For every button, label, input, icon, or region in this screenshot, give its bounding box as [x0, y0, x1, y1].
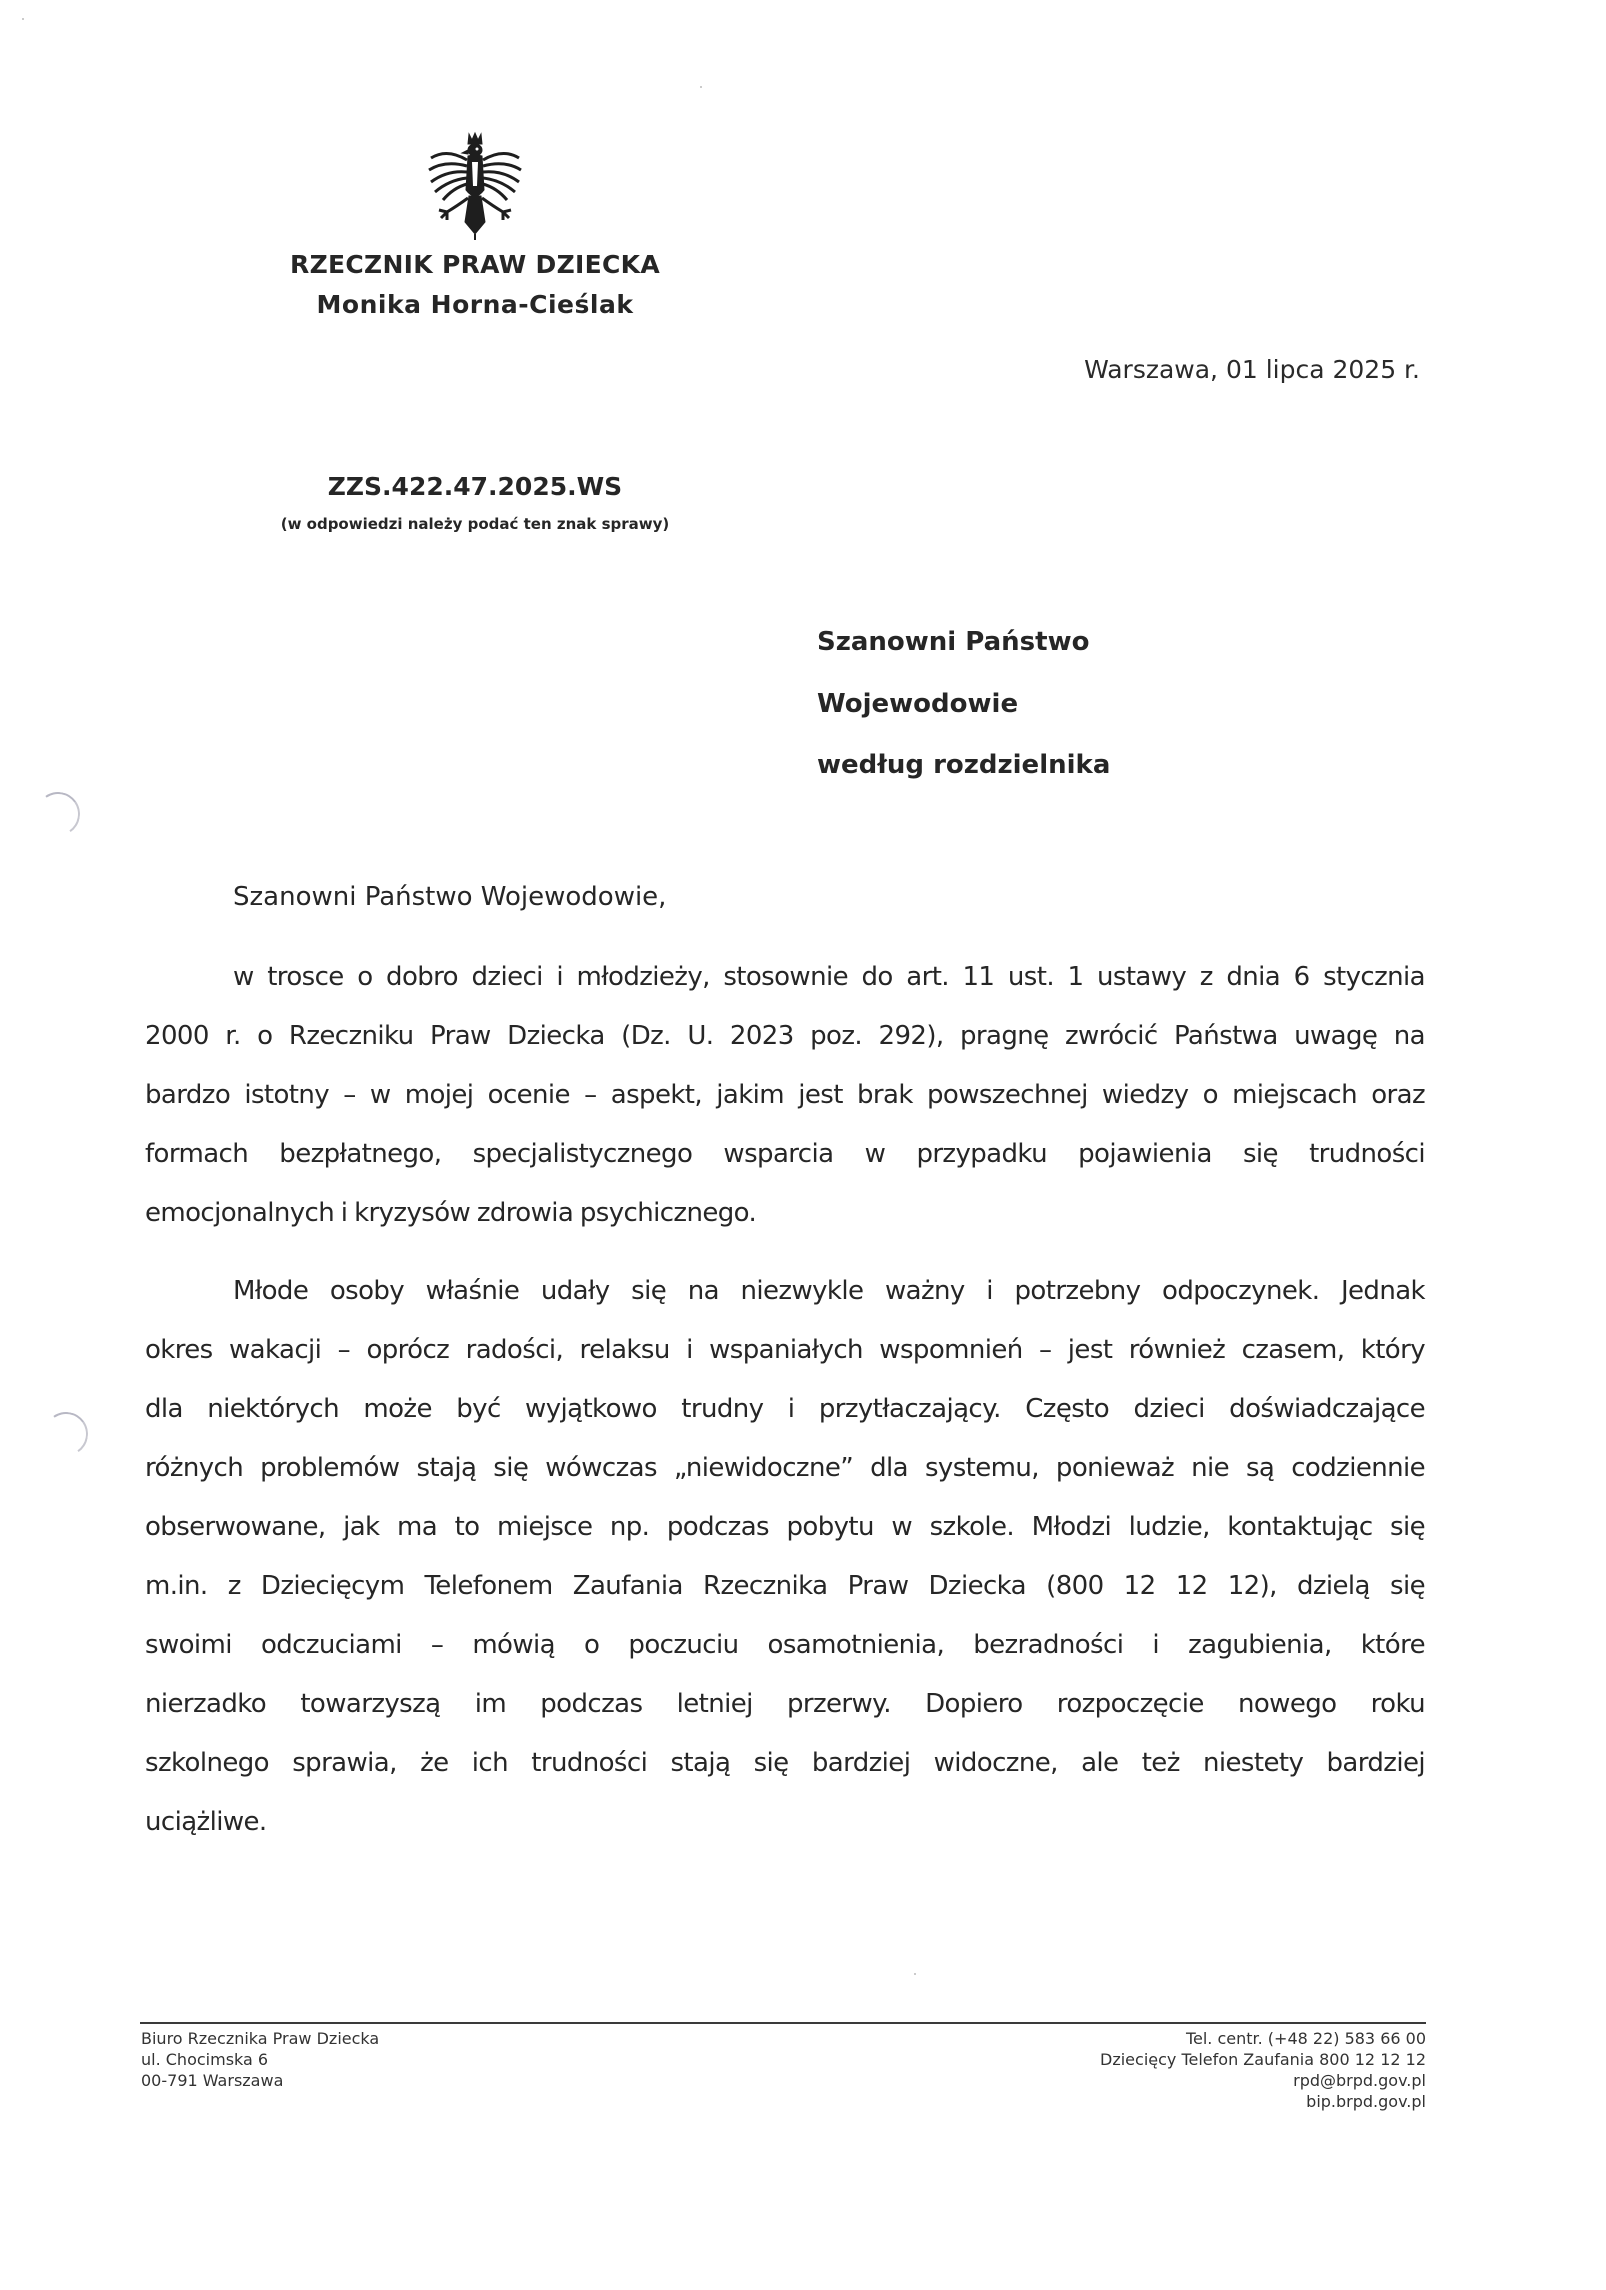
- footer-contact: [1100, 2028, 1426, 2112]
- footer-phone: Tel. centr. (+48 22) 583 66 00: [1185, 2029, 1426, 2048]
- paragraph-line: formach bezpłatnego, specjalistycznego wsparcia w przypadku pojawienia się trudności: [145, 1139, 1425, 1169]
- case-number-note: (w odpowiedzi należy podać ten znak sprawy): [280, 515, 670, 533]
- paragraph-line: okres wakacji – oprócz radości, relaksu i wspaniałych wspomnień – jest również czasem, który: [145, 1335, 1425, 1365]
- punch-hole-mark: [41, 1409, 92, 1460]
- paragraph-line: obserwowane, jak ma to miejsce np. podczas pobytu w szkole. Młodzi ludzie, kontaktując się: [145, 1512, 1425, 1542]
- recipient-line: według rozdzielnika: [817, 750, 1111, 780]
- polish-eagle-emblem-icon: [425, 130, 525, 242]
- paragraph-line: nierzadko towarzyszą im podczas letniej przerwy. Dopiero rozpoczęcie nowego roku: [145, 1689, 1425, 1719]
- paragraph-line: uciążliwe.: [145, 1807, 267, 1837]
- body-paragraph-1: [145, 948, 1425, 1243]
- scan-speck: [700, 86, 702, 88]
- paragraph-line: różnych problemów stają się wówczas „niewidoczne” dla systemu, ponieważ nie są codziennie: [145, 1453, 1425, 1483]
- footer-helpline: Dziecięcy Telefon Zaufania 800 12 12 12: [1100, 2050, 1426, 2069]
- paragraph-line: bardzo istotny – w mojej ocenie – aspekt, jakim jest brak powszechnej wiedzy o miejscach oraz: [145, 1080, 1425, 1110]
- recipient-line: Wojewodowie: [817, 689, 1019, 719]
- paragraph-line: m.in. z Dziecięcym Telefonem Zaufania Rzecznika Praw Dziecka (800 12 12 12), dzielą się: [145, 1571, 1425, 1601]
- recipient-line: Szanowni Państwo: [817, 627, 1090, 657]
- scan-speck: [22, 18, 24, 20]
- paragraph-line: dla niektórych może być wyjątkowo trudny i przytłaczający. Często dzieci doświadczające: [145, 1394, 1425, 1424]
- punch-hole-mark: [33, 789, 84, 840]
- ombudsman-name: Monika Horna-Cieślak: [316, 290, 634, 319]
- organization-title: RZECZNIK PRAW DZIECKA: [290, 250, 660, 279]
- footer-city: 00-791 Warszawa: [141, 2071, 284, 2090]
- footer-email[interactable]: rpd@brpd.gov.pl: [1293, 2071, 1426, 2090]
- paragraph-line: w trosce o dobro dzieci i młodzieży, stosownie do art. 11 ust. 1 ustawy z dnia 6 stycznia: [233, 962, 1425, 992]
- paragraph-line: szkolnego sprawia, że ich trudności stają się bardziej widoczne, ale też niestety bardziej: [145, 1748, 1425, 1778]
- paragraph-line: swoimi odczuciami – mówią o poczuciu osamotnienia, bezradności i zagubienia, które: [145, 1630, 1425, 1660]
- paragraph-line: emocjonalnych i kryzysów zdrowia psychicznego.: [145, 1198, 757, 1228]
- footer-office-name: Biuro Rzecznika Praw Dziecka: [141, 2029, 380, 2048]
- date-line: Warszawa, 01 lipca 2025 r.: [1084, 355, 1420, 384]
- case-number: ZZS.422.47.2025.WS: [327, 472, 623, 501]
- footer-divider: [140, 2022, 1426, 2024]
- footer-address: [141, 2028, 379, 2091]
- footer-street: ul. Chocimska 6: [141, 2050, 269, 2069]
- salutation: Szanowni Państwo Wojewodowie,: [233, 882, 667, 912]
- paragraph-line: 2000 r. o Rzeczniku Praw Dziecka (Dz. U. 2023 poz. 292), pragnę zwrócić Państwa uwagę na: [145, 1021, 1425, 1051]
- paragraph-line: Młode osoby właśnie udały się na niezwykle ważny i potrzebny odpoczynek. Jednak: [233, 1276, 1425, 1306]
- scan-speck: [914, 1973, 916, 1975]
- footer-website[interactable]: bip.brpd.gov.pl: [1306, 2092, 1426, 2111]
- body-paragraph-2: [145, 1262, 1425, 1852]
